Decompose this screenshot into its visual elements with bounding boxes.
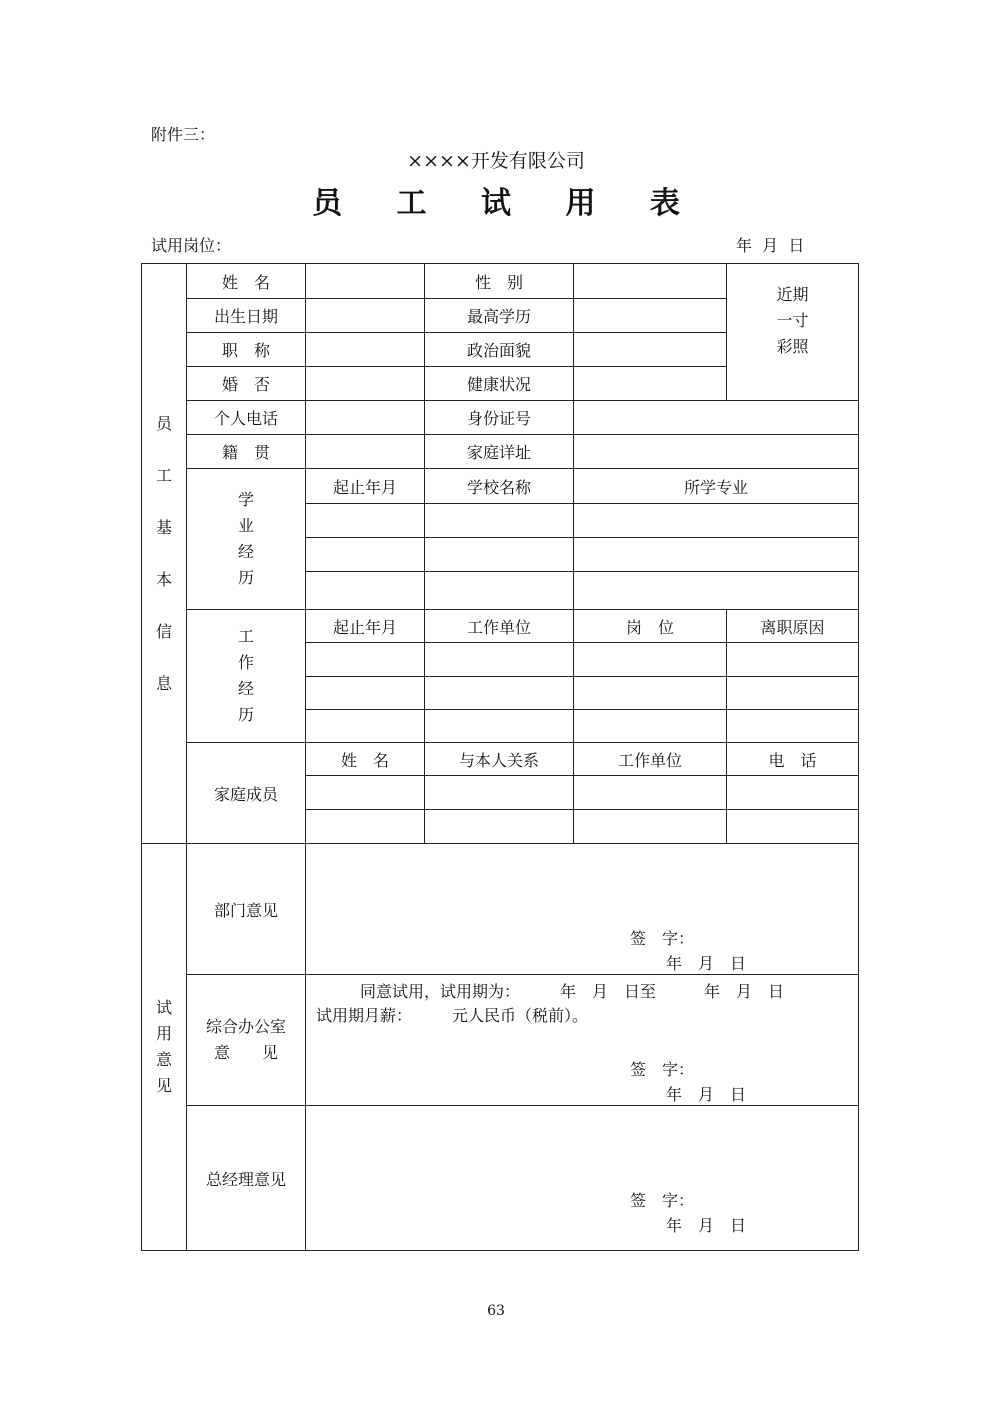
name-field[interactable] <box>306 264 425 299</box>
work-position-cell[interactable] <box>574 710 727 743</box>
work-leave-reason-cell[interactable] <box>727 710 859 743</box>
study-period-cell[interactable] <box>306 504 425 538</box>
gender-field[interactable] <box>574 264 727 299</box>
work-employer-cell[interactable] <box>425 643 574 677</box>
work-col-leave-reason: 离职原因 <box>727 610 859 643</box>
marriage-label: 婚 否 <box>187 367 306 401</box>
family-employer-cell[interactable] <box>574 776 727 810</box>
company-name: ××××开发有限公司 <box>407 150 585 172</box>
family-col-phone: 电 话 <box>727 743 859 776</box>
id-number-label: 身份证号 <box>425 401 574 435</box>
study-col-major: 所学专业 <box>574 469 859 504</box>
family-phone-cell[interactable] <box>727 776 859 810</box>
work-col-employer: 工作单位 <box>425 610 574 643</box>
name-label: 姓 名 <box>187 264 306 299</box>
native-place-label: 籍 贯 <box>187 435 306 469</box>
trial-form-table <box>141 263 859 1251</box>
office-opinion-field[interactable] <box>306 975 859 1106</box>
birth-date-field[interactable] <box>306 299 425 333</box>
study-school-cell[interactable] <box>425 538 574 572</box>
family-employer-cell[interactable] <box>574 810 727 844</box>
study-period-cell[interactable] <box>306 538 425 572</box>
form-title: 员 工 试 用 表 <box>312 186 702 221</box>
gm-sign-label: 签 字： <box>630 1191 695 1210</box>
work-leave-reason-cell[interactable] <box>727 677 859 710</box>
work-employer-cell[interactable] <box>425 677 574 710</box>
work-period-cell[interactable] <box>306 643 425 677</box>
work-col-period: 起止年月 <box>306 610 425 643</box>
photo-box[interactable] <box>727 264 859 401</box>
study-major-cell[interactable] <box>574 572 859 610</box>
trial-salary-text: 试用期月薪： 元人民币（税前）。 <box>316 1006 589 1025</box>
dept-sign-label: 签 字： <box>630 929 695 948</box>
office-sign-date: 年 月 日 <box>666 1085 747 1104</box>
birth-date-label: 出生日期 <box>187 299 306 333</box>
family-name-cell[interactable] <box>306 810 425 844</box>
phone-label: 个人电话 <box>187 401 306 435</box>
family-relation-cell[interactable] <box>425 810 574 844</box>
address-label: 家庭详址 <box>425 435 574 469</box>
phone-field[interactable] <box>306 401 425 435</box>
native-place-field[interactable] <box>306 435 425 469</box>
politics-field[interactable] <box>574 333 727 367</box>
gm-opinion-label: 总经理意见 <box>187 1106 306 1251</box>
photo-label: 近期 一寸 彩照 <box>776 285 809 356</box>
id-number-field[interactable] <box>574 401 859 435</box>
study-major-cell[interactable] <box>574 538 859 572</box>
trial-post-label: 试用岗位： <box>151 236 232 255</box>
basic-info-section-label: 员 工 基 本 信 息 <box>142 264 187 844</box>
office-sign-label: 签 字： <box>630 1060 695 1079</box>
gm-opinion-field[interactable] <box>306 1106 859 1251</box>
study-col-school: 学校名称 <box>425 469 574 504</box>
work-position-cell[interactable] <box>574 677 727 710</box>
work-employer-cell[interactable] <box>425 710 574 743</box>
politics-label: 政治面貌 <box>425 333 574 367</box>
attachment-label: 附件三： <box>151 125 216 144</box>
family-col-employer: 工作单位 <box>574 743 727 776</box>
gm-sign-date: 年 月 日 <box>666 1216 747 1235</box>
study-major-cell[interactable] <box>574 504 859 538</box>
work-col-position: 岗 位 <box>574 610 727 643</box>
title-field[interactable] <box>306 333 425 367</box>
education-label: 最高学历 <box>425 299 574 333</box>
title-label: 职 称 <box>187 333 306 367</box>
work-period-cell[interactable] <box>306 710 425 743</box>
family-relation-cell[interactable] <box>425 776 574 810</box>
agree-trial-text: 同意试用，试用期为： 年 月 日至 年 月 日 <box>360 982 785 1001</box>
work-position-cell[interactable] <box>574 643 727 677</box>
study-period-cell[interactable] <box>306 572 425 610</box>
dept-opinion-label: 部门意见 <box>187 844 306 975</box>
trial-opinion-section-label: 试 用 意 见 <box>142 844 187 1251</box>
gender-label: 性 别 <box>425 264 574 299</box>
address-field[interactable] <box>574 435 859 469</box>
family-name-cell[interactable] <box>306 776 425 810</box>
health-label: 健康状况 <box>425 367 574 401</box>
family-col-name: 姓 名 <box>306 743 425 776</box>
office-opinion-label: 综合办公室 意 见 <box>187 975 306 1106</box>
family-phone-cell[interactable] <box>727 810 859 844</box>
marriage-field[interactable] <box>306 367 425 401</box>
family-members-label: 家庭成员 <box>187 743 306 844</box>
dept-sign-date: 年 月 日 <box>666 954 747 973</box>
health-field[interactable] <box>574 367 727 401</box>
work-leave-reason-cell[interactable] <box>727 643 859 677</box>
study-col-period: 起止年月 <box>306 469 425 504</box>
study-history-label: 学 业 经 历 <box>187 469 306 610</box>
work-history-label: 工 作 经 历 <box>187 610 306 743</box>
page-number: 63 <box>487 1303 505 1319</box>
education-field[interactable] <box>574 299 727 333</box>
study-school-cell[interactable] <box>425 572 574 610</box>
work-period-cell[interactable] <box>306 677 425 710</box>
study-school-cell[interactable] <box>425 504 574 538</box>
dept-opinion-field[interactable] <box>306 844 859 975</box>
header-date: 年 月 日 <box>736 236 805 255</box>
family-col-relation: 与本人关系 <box>425 743 574 776</box>
